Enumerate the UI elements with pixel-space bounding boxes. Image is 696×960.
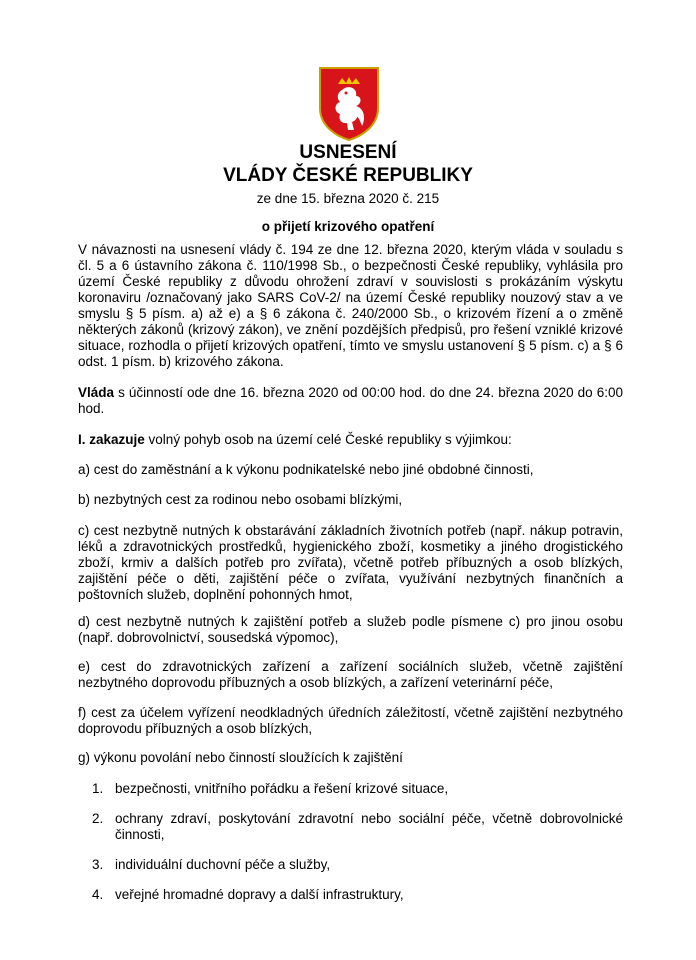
- item-c: c) cest nezbytně nutných k obstarávání základních životních potřeb (např. nákup potravin, léků a zdravotnických prostředků, hygienického zboží, kosmetiky a jiného drogistického zboží, krmiv a dalších potřeb pro zvířata), včetně potřeb příbuzných a osob blízkých, zajištění péče o děti, zajištění péče o zvířata, využívání nezbytných finančních a poštovních služeb, doplnění pohonných hmot,: [78, 523, 623, 602]
- sublist-item: bezpečnosti, vnitřního pořádku a řešení krizové situace,: [115, 781, 449, 796]
- section-1-rest: volný pohyb osob na území celé České republiky s výjimkou:: [144, 432, 512, 447]
- state-emblem-icon: [318, 66, 380, 142]
- sublist-item: ochrany zdraví, poskytování zdravotní nebo sociální péče, včetně dobrovolnické činnosti,: [115, 811, 623, 842]
- vlada-paragraph: [78, 385, 623, 417]
- sublist-number: 1.: [92, 781, 104, 796]
- sublist-item: individuální duchovní péče a služby,: [115, 857, 331, 872]
- vlada-rest: s účinností ode dne 16. března 2020 od 00:00 hod. do dne 24. března 2020 do 6:00 hod.: [78, 385, 623, 416]
- date-line: ze dne 15. března 2020 č. 215: [256, 191, 440, 206]
- sublist-number: 2.: [92, 811, 104, 826]
- intro-paragraph: V návaznosti na usnesení vlády č. 194 ze dne 12. března 2020, kterým vláda v souladu s čl. 5 a 6 ústavního zákona č. 110/1998 Sb., o bezpečnosti České republiky, vyhlásila pro území České republiky z důvodu ohrožení zdraví v souvislosti s prokázáním výskytu koronaviru /označovaný jako SARS CoV-2/ na území České republiky nouzový stav a ve smyslu § 5 písm. a) až e) a § 6 zákona č. 240/2000 Sb., o krizovém řízení a o změně některých zákonů (krizový zákon), ve znění pozdějších předpisů, pro řešení vzniklé krizové situace, rozhodla o přijetí krizových opatření, tímto ve smyslu ustanovení § 5 písm. c) a § 6 odst. 1 písm. b) krizového zákona.: [78, 242, 623, 369]
- item-d: d) cest nezbytně nutných k zajištění potřeb a služeb podle písmene c) pro jinou osobu (např. dobrovolnictví, sousedská výpomoc),: [78, 614, 623, 645]
- item-a: a) cest do zaměstnání a k výkonu podnikatelské nebo jiné obdobné činnosti,: [78, 462, 534, 477]
- item-e: e) cest do zdravotnických zařízení a zařízení sociálních služeb, včetně zajištění nezbytného doprovodu příbuzných a osob blízkých, a zařízení veterinární péče,: [78, 659, 623, 690]
- document-title: USNESENÍ: [299, 142, 397, 163]
- section-1-bold: I. zakazuje: [78, 432, 145, 447]
- vlada-bold: Vláda: [78, 385, 115, 400]
- sublist-item: veřejné hromadné dopravy a další infrastruktury,: [115, 887, 404, 902]
- item-g: g) výkonu povolání nebo činností sloužících k zajištění: [78, 750, 403, 765]
- sublist-number: 4.: [92, 887, 104, 902]
- sublist-number: 3.: [92, 857, 104, 872]
- item-f: f) cest za účelem vyřízení neodkladných úředních záležitostí, včetně zajištění nezbytného doprovodu příbuzných a osob blízkých,: [78, 705, 623, 736]
- subject-line: o přijetí krizového opatření: [261, 219, 435, 234]
- item-b: b) nezbytných cest za rodinou nebo osobami blízkými,: [78, 492, 403, 507]
- document-subtitle: VLÁDY ČESKÉ REPUBLIKY: [223, 165, 473, 186]
- section-1-heading: [78, 432, 623, 448]
